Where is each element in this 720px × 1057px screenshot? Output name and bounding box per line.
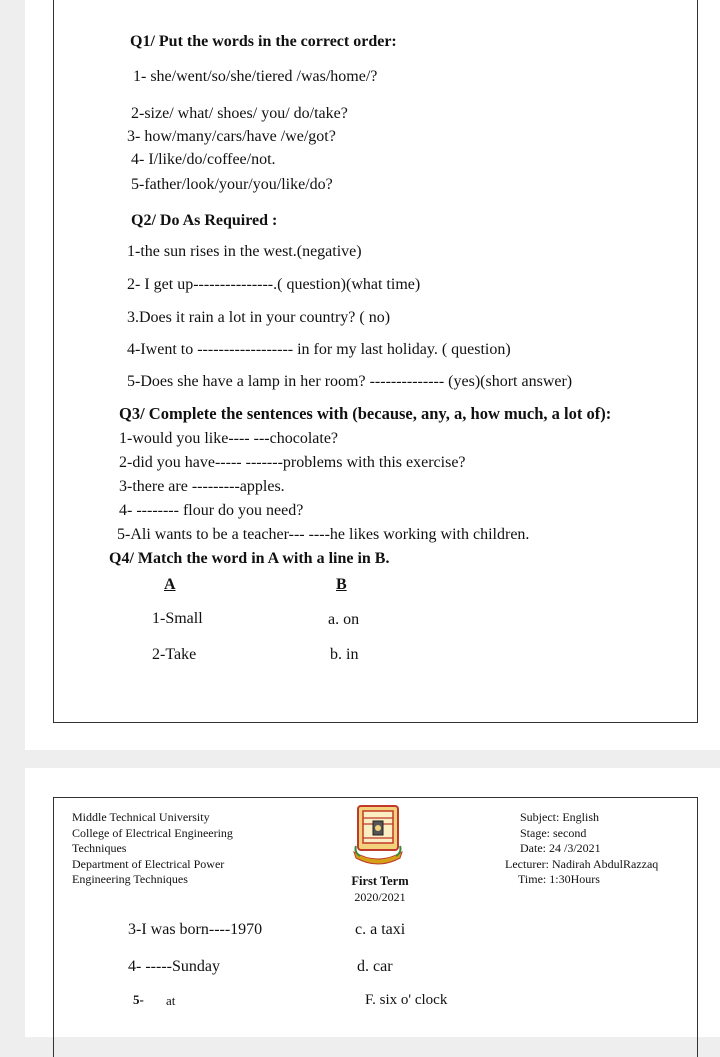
q3-title: Q3/ Complete the sentences with (because, any, a, how much, a lot of): (119, 404, 612, 423)
q4-column-b-header: B (336, 576, 347, 593)
q4-a-item-1: 1-Small (152, 610, 203, 627)
q1-title: Q1/ Put the words in the correct order: (130, 33, 397, 50)
q4-title: Q4/ Match the word in A with a line in B. (109, 550, 390, 567)
term-label: First Term (351, 874, 409, 888)
subject-line: Subject: English (520, 810, 599, 824)
q3-item-5: 5-Ali wants to be a teacher--- ----he likes working with children. (117, 526, 530, 543)
q1-item-1: 1- she/went/so/she/tiered /was/home/? (133, 68, 378, 85)
q4-a-item-5-answer: at (166, 993, 176, 1008)
q3-item-2: 2-did you have----- -------problems with this exercise? (119, 454, 466, 471)
exam-info (505, 810, 658, 888)
q2-item-4: 4-Iwent to ------------------ in for my last holiday. ( question) (127, 341, 511, 358)
academic-year: 2020/2021 (354, 890, 406, 904)
q2-item-2: 2- I get up---------------.( question)(what time) (127, 276, 421, 293)
q4-b-item-c: c. a taxi (355, 921, 406, 938)
q4-b-item-a: a. on (328, 611, 360, 628)
q2-item-5: 5-Does she have a lamp in her room? -------------- (yes)(short answer) (127, 373, 573, 390)
q2-item-3: 3.Does it rain a lot in your country? ( no) (127, 309, 391, 326)
college-line-cont: Techniques (72, 841, 127, 855)
q1-item-2: 2-size/ what/ shoes/ you/ do/take? (131, 105, 348, 122)
q4-b-item-b: b. in (330, 646, 359, 663)
q4-column-a-header: A (164, 576, 176, 593)
department-line-cont: Engineering Techniques (72, 872, 188, 886)
time-line: Time: 1:30Hours (518, 872, 600, 886)
stage-line: Stage: second (520, 825, 587, 840)
q1-item-5: 5-father/look/your/you/like/do? (131, 176, 333, 193)
date-line: Date: 24 /3/2021 (520, 841, 601, 855)
q2-title: Q2/ Do As Required : (131, 212, 278, 229)
university-info (72, 810, 233, 888)
college-line: College of Electrical Engineering (72, 825, 233, 840)
q2-item-1: 1-the sun rises in the west.(negative) (127, 243, 362, 260)
q3-item-3: 3-there are ---------apples. (119, 478, 285, 495)
lecturer-line: Lecturer: Nadirah AbdulRazzaq (505, 856, 659, 871)
university-logo-icon (350, 800, 406, 868)
q4-b-item-f: F. six o' clock (365, 992, 448, 1008)
q1-item-3: 3- how/many/cars/have /we/got? (127, 128, 336, 145)
q4-b-item-d: d. car (357, 958, 393, 975)
q4-a-item-5: 5- (133, 992, 144, 1007)
q1-item-4: 4- I/like/do/coffee/not. (131, 151, 276, 168)
university-line: Middle Technical University (72, 810, 210, 824)
q3-item-1: 1-would you like---- ---chocolate? (119, 430, 339, 447)
q4-a-item-4: 4- -----Sunday (128, 958, 220, 975)
q4-a-item-2: 2-Take (152, 646, 197, 663)
q4-a-item-3: 3-I was born----1970 (128, 921, 263, 938)
q3-item-4: 4- -------- flour do you need? (119, 502, 304, 519)
department-line: Department of Electrical Power (72, 856, 225, 871)
